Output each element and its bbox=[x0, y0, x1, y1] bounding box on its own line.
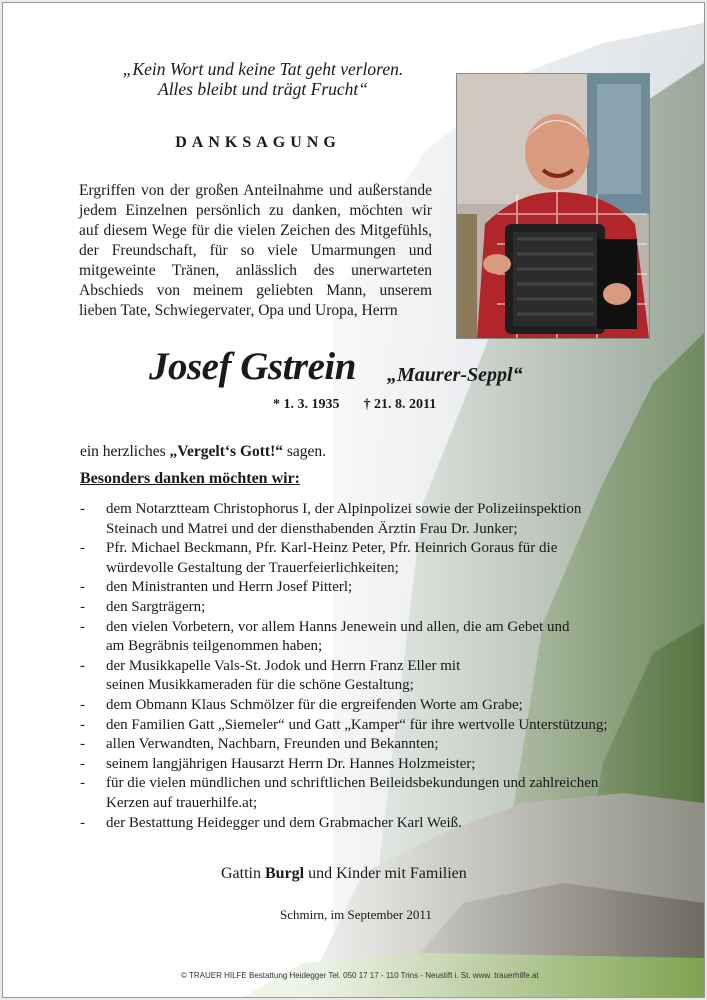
list-item bbox=[80, 539, 680, 578]
list-dash: - bbox=[80, 775, 85, 792]
opening-quote bbox=[63, 59, 463, 99]
thanks-prefix: ein herzliches bbox=[80, 443, 170, 460]
deceased-name: Josef Gstrein bbox=[149, 345, 356, 388]
list-item-line: den Ministranten und Herrn Josef Pitterl; bbox=[106, 579, 353, 596]
intro-line: auf diesem Wege für die vielen Zeichen des Mitgefühls, bbox=[79, 222, 432, 239]
list-item bbox=[80, 578, 680, 598]
list-item bbox=[80, 814, 680, 834]
page-heading: DANKSAGUNG bbox=[175, 134, 341, 151]
list-item bbox=[80, 657, 680, 696]
list-item-line: würdevolle Gestaltung der Trauerfeierlichkeiten; bbox=[106, 559, 399, 576]
thanks-suffix: sagen. bbox=[283, 443, 327, 460]
place-date: Schmirn, im September 2011 bbox=[280, 907, 432, 922]
intro-line: der Freundschaft, für so viele Umarmungen und bbox=[79, 242, 432, 259]
list-dash: - bbox=[80, 696, 85, 713]
thanks-phrase: „Vergelt‘s Gott!“ bbox=[169, 443, 284, 460]
list-dash: - bbox=[80, 814, 85, 831]
list-item-line: der Musikkapelle Vals-St. Jodok und Herrn Franz Eller mit bbox=[106, 657, 461, 674]
list-item-line: der Bestattung Heidegger und dem Grabmacher Karl Weiß. bbox=[106, 814, 462, 831]
quote-line-2: Alles bleibt und trägt Frucht“ bbox=[158, 79, 368, 99]
list-dash: - bbox=[80, 755, 85, 772]
signature-prefix: Gattin bbox=[221, 865, 265, 882]
intro-line: lieben Tate, Schwiegervater, Opa und Uropa, Herrn bbox=[79, 302, 398, 319]
list-item-line: dem Notarztteam Christophorus I, der Alpinpolizei sowie der Polizeiinspektion bbox=[106, 501, 582, 517]
footer-credits: © TRAUER HILFE Bestattung Heidegger Tel. 050 17 17 - 110 Trins - Neustift i. St. www. trauerhilfe.at bbox=[181, 971, 539, 980]
list-dash: - bbox=[80, 598, 85, 615]
list-item bbox=[80, 618, 680, 657]
thanks-line bbox=[80, 443, 326, 461]
list-item-line: seinem langjährigen Hausarzt Herrn Dr. Hannes Holzmeister; bbox=[106, 755, 476, 772]
list-item-line: seinen Musikkameraden für die schöne Gestaltung; bbox=[106, 677, 414, 694]
list-dash: - bbox=[80, 657, 85, 674]
list-item-line: für die vielen mündlichen und schriftlichen Beileidsbekundungen und zahlreichen bbox=[106, 775, 599, 792]
list-item bbox=[80, 774, 680, 813]
list-item-line: allen Verwandten, Nachbarn, Freunden und Bekannten; bbox=[106, 736, 439, 753]
list-item-line: dem Obmann Klaus Schmölzer für die ergreifenden Worte am Grabe; bbox=[106, 696, 523, 713]
list-item-line: den Sargträgern; bbox=[106, 598, 206, 615]
intro-line: mitgeweinte Tränen, anlässlich des unerwarteten bbox=[79, 262, 432, 279]
thanks-list bbox=[80, 500, 680, 833]
list-dash: - bbox=[80, 618, 85, 635]
intro-line: Ergriffen von der großen Anteilnahme und außerstande bbox=[79, 182, 432, 199]
list-dash: - bbox=[80, 501, 85, 517]
intro-line: Abschieds von meinem geliebten Mann, unserem bbox=[79, 282, 432, 299]
list-item-line: den vielen Vorbetern, vor allem Hanns Jenewein und allen, die am Gebet und bbox=[106, 618, 570, 635]
intro-paragraph bbox=[79, 181, 432, 321]
list-item bbox=[80, 755, 680, 775]
list-item bbox=[80, 696, 680, 716]
signature-name: Burgl bbox=[265, 865, 305, 882]
life-dates bbox=[273, 397, 460, 413]
portrait-photo bbox=[456, 73, 650, 339]
signature bbox=[221, 865, 467, 883]
list-dash: - bbox=[80, 716, 85, 733]
intro-line: jedem Einzelnen persönlich zu danken, möchten wir bbox=[79, 202, 432, 219]
list-item bbox=[80, 500, 680, 539]
list-item bbox=[80, 598, 680, 618]
birth-date: * 1. 3. 1935 bbox=[273, 397, 340, 412]
death-date: † 21. 8. 2011 bbox=[363, 397, 437, 412]
list-dash: - bbox=[80, 579, 85, 596]
deceased-nickname: „Maurer-Seppl“ bbox=[387, 364, 523, 386]
list-dash: - bbox=[80, 736, 85, 753]
quote-line-1: „Kein Wort und keine Tat geht verloren. bbox=[122, 59, 404, 79]
list-item-line: Pfr. Michael Beckmann, Pfr. Karl-Heinz Peter, Pfr. Heinrich Goraus für die bbox=[106, 540, 558, 557]
list-item-line: Kerzen auf trauerhilfe.at; bbox=[106, 794, 258, 811]
signature-suffix: und Kinder mit Familien bbox=[304, 865, 467, 882]
thanks-subheading: Besonders danken möchten wir: bbox=[80, 470, 301, 487]
obituary-page bbox=[2, 2, 705, 998]
list-item bbox=[80, 735, 680, 755]
list-item-line: am Begräbnis teilgenommen haben; bbox=[106, 638, 323, 655]
list-dash: - bbox=[80, 540, 85, 557]
list-item-line: den Familien Gatt „Siemeler“ und Gatt „Kamper“ für ihre wertvolle Unterstützung; bbox=[106, 716, 608, 733]
list-item bbox=[80, 716, 680, 736]
list-item-line: Steinach und Matrei und der diensthabenden Ärztin Frau Dr. Junker; bbox=[106, 520, 518, 537]
